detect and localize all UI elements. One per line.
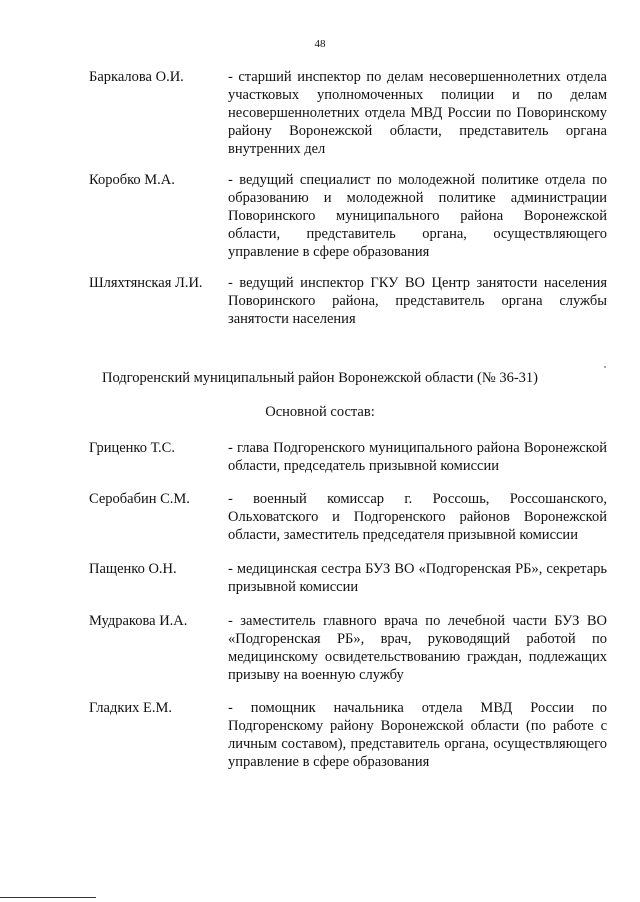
member-name: Коробко М.А. — [89, 172, 175, 188]
member-name: Мудракова И.А. — [89, 613, 188, 629]
district-heading: Подгоренский муниципальный район Воронежской области (№ 36-31) — [102, 370, 538, 386]
scan-speck — [604, 366, 606, 368]
member-role: - старший инспектор по делам несовершеннолетних отдела участковых уполномоченных полиции и по делам несовершеннолетних отдела МВД России по Поворинскому району Воронежской области, представитель органа внутренних дел — [228, 69, 607, 157]
member-role: - глава Подгоренского муниципального района Воронежской области, председатель призывной комиссии — [228, 440, 607, 474]
member-name: Баркалова О.И. — [89, 69, 184, 85]
member-name: Гриценко Т.С. — [89, 440, 175, 456]
composition-subheading: Основной состав: — [265, 404, 375, 420]
member-role: - заместитель главного врача по лечебной части БУЗ ВО «Подгоренская РБ», врач, руководящий работой по медицинскому освидетельствованию граждан, подлежащих призыву на военную службу — [228, 613, 607, 683]
member-role: - ведущий инспектор ГКУ ВО Центр занятости населения Поворинского района, представитель органа службы занятости населения — [228, 275, 607, 327]
page-number: 48 — [314, 38, 326, 50]
member-name: Гладких Е.М. — [89, 700, 173, 716]
member-name: Шляхтянская Л.И. — [89, 275, 203, 291]
member-role: - военный комиссар г. Россошь, Россошанского, Ольховатского и Подгоренского районов Воронежской области, заместитель председателя призывной комиссии — [228, 491, 607, 543]
member-role: - помощник начальника отдела МВД России по Подгоренскому району Воронежской области (по работе с личным составом), представитель органа, осуществляющего управление в сфере образования — [228, 700, 607, 770]
member-name: Серобабин С.М. — [89, 491, 190, 507]
footer-rule — [0, 897, 96, 898]
member-role: - медицинская сестра БУЗ ВО «Подгоренская РБ», секретарь призывной комиссии — [228, 561, 607, 595]
member-name: Пащенко О.Н. — [89, 561, 177, 577]
member-role: - ведущий специалист по молодежной политике отдела по образованию и молодежной политике администрации Поворинского муниципального района Воронежской области, представитель органа, осуществляющего управление в сфере образования — [228, 172, 607, 260]
